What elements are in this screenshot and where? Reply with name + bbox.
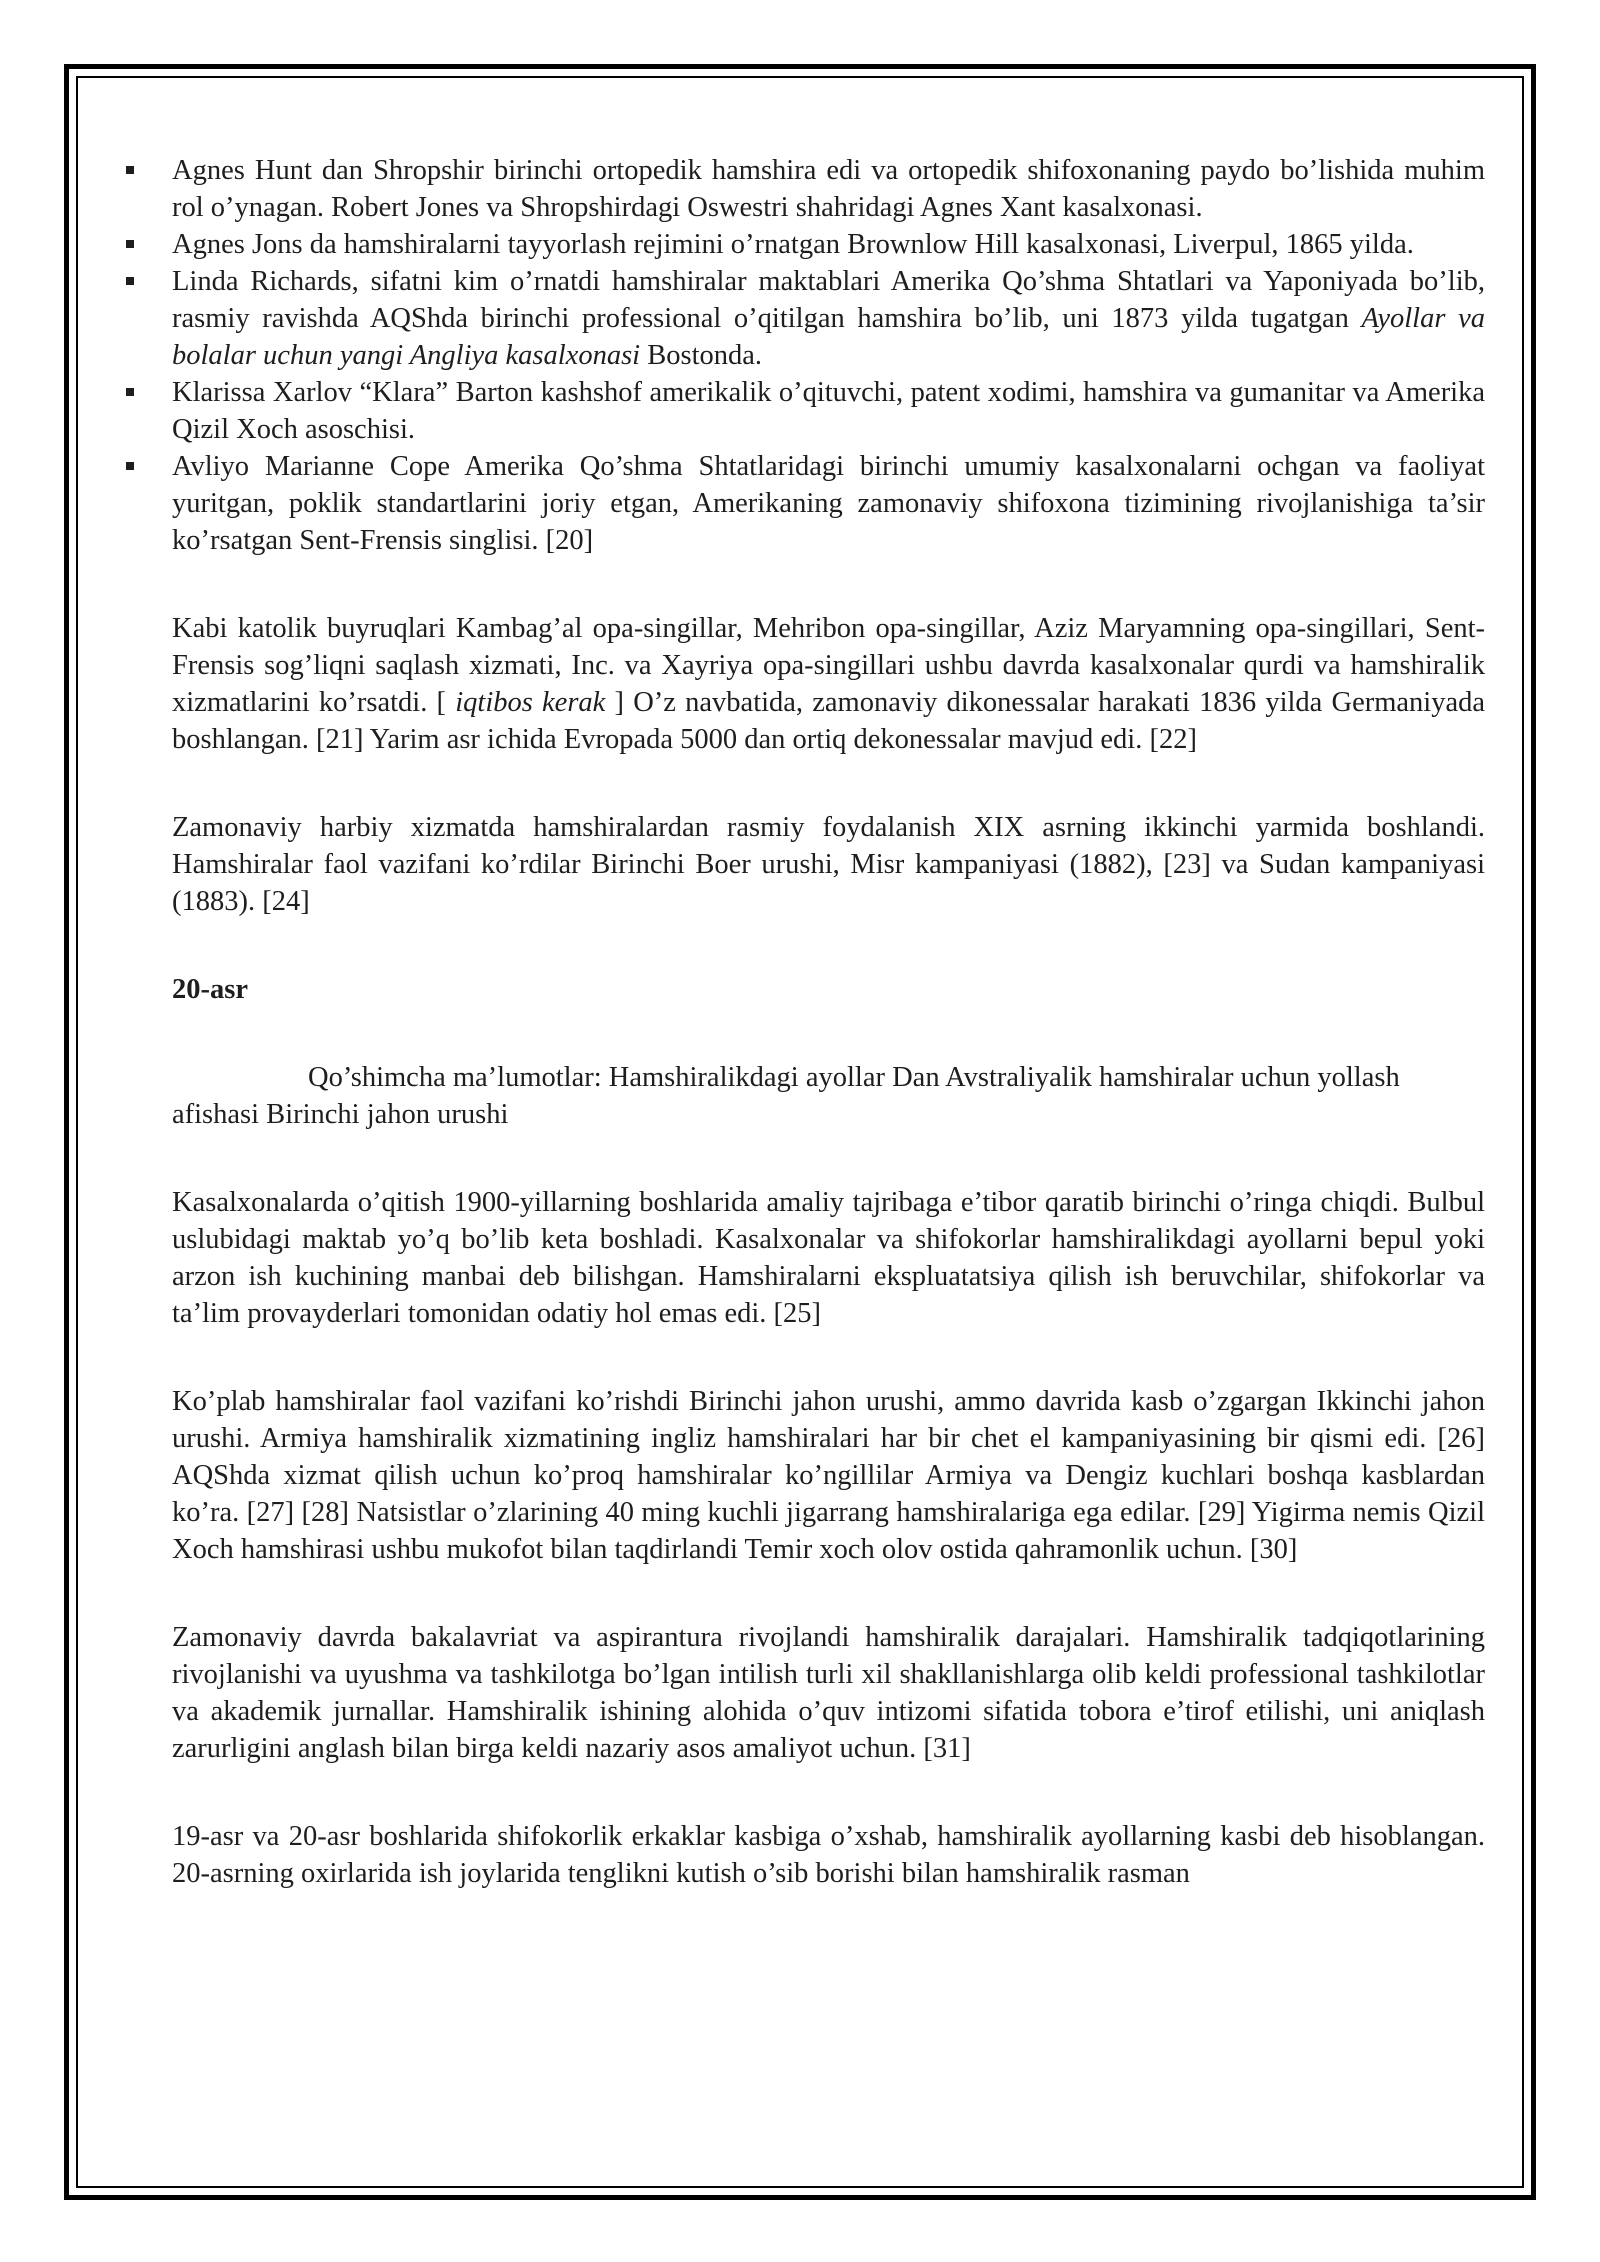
list-item-text: Agnes Hunt dan Shropshir birinchi ortopedik hamshira edi va ortopedik shifoxonaning paydo bo’lishida muhim rol o’ynagan. Robert Jones va Shropshirdagi Oswestri shahridagi Agnes Xant kasalxonasi. xyxy=(172,155,1485,223)
list-item xyxy=(172,226,1485,263)
square-bullet-icon xyxy=(126,388,134,396)
paragraph-gender: 19-asr va 20-asr boshlarida shifokorlik erkaklar kasbiga o’xshab, hamshiralik ayollarning kasbi deb hisoblangan. 20-asrning oxirlarida ish joylarida tenglikni kutish o’sib borishi bilan hamshiralik rasman xyxy=(172,1821,1485,1889)
paragraph-world-wars: Ko’plab hamshiralar faol vazifani ko’rishdi Birinchi jahon urushi, ammo davrida kasb o’zgargan Ikkinchi jahon urushi. Armiya hamshiralik xizmatining ingliz hamshiralari har bir chet el kampaniyasining bir qismi edi. [26] AQShda xizmat qilish uchun ko’proq hamshiralar ko’ngillilar Armiya va Dengiz kuchlari boshqa kasblardan ko’ra. [27] [28] Natsistlar o’zlarining 40 ming kuchli jigarrang hamshiralariga ega edilar. [29] Yigirma nemis Qizil Xoch hamshirasi ushbu mukofot bilan taqdirlandi Temir xoch olov ostida qahramonlik uchun. [30] xyxy=(172,1386,1485,1565)
paragraph-catholic-orders xyxy=(172,610,1485,758)
list-item-text: Bostonda. xyxy=(640,340,763,371)
list-item-text: Linda Richards, sifatni kim o’rnatdi hamshiralar maktablari Amerika Qo’shma Shtatlari va Yaponiyada bo’lib, rasmiy ravishda AQShda birinchi professional o’qitilgan hamshira bo’lib, uni 1873 yilda tugatgan xyxy=(172,266,1485,334)
paragraph-text: Kabi katolik buyruqlari Kambag’al opa-singillar, Mehribon opa-singillar, Aziz Maryamning opa-singillari, Sent-Frensis sog’liqni saqlash xizmati, Inc. va Xayriya opa-singillari ushbu davrda kasalxonalar qurdi va hamshiralik xizmatlarini ko’rsatdi. [ xyxy=(172,613,1485,718)
further-information-note: Qo’shimcha ma’lumotlar: Hamshiralikdagi ayollar Dan Avstraliyalik hamshiralar uchun yollash afishasi Birinchi jahon urushi xyxy=(172,1062,1400,1130)
list-item xyxy=(172,152,1485,226)
list-item xyxy=(172,374,1485,448)
square-bullet-icon xyxy=(126,166,134,174)
list-item xyxy=(172,448,1485,559)
paragraph-text: ] O’z navbatida, zamonaviy dikonessalar harakati 1836 yilda Germaniyada boshlangan. [21] Yarim asr ichida Evropada 5000 dan ortiq dekonessalar mavjud edi. [22] xyxy=(172,687,1486,755)
list-item-text: Avliyo Marianne Cope Amerika Qo’shma Shtatlaridagi birinchi umumiy kasalxonalarni ochgan va faoliyat yuritgan, poklik standartlarini joriy etgan, Amerikaning zamonaviy shifoxona tizimining rivojlanishiga ta’sir ko’rsatgan Sent-Frensis singlisi. [20] xyxy=(172,451,1485,556)
document-body xyxy=(172,152,1485,1892)
citation-needed-text: iqtibos kerak xyxy=(455,687,606,718)
square-bullet-icon xyxy=(126,240,134,248)
section-heading: 20-asr xyxy=(172,974,248,1005)
list-item-text: Agnes Jons da hamshiralarni tayyorlash rejimini o’rnatgan Brownlow Hill kasalxonasi, Liverpul, 1865 yilda. xyxy=(172,229,1414,260)
paragraph-training: Kasalxonalarda o’qitish 1900-yillarning boshlarida amaliy tajribaga e’tibor qaratib birinchi o’ringa chiqdi. Bulbul uslubidagi maktab yo’q bo’lib keta boshladi. Kasalxonalar va shifokorlar hamshiralikdagi ayollarni bepul yoki arzon ish kuchining manbai deb bilishgan. Hamshiralarni ekspluatatsiya qilish ish beruvchilar, shifokorlar va ta’lim provayderlari tomonidan odatiy hol emas edi. [25] xyxy=(172,1187,1485,1329)
list-item xyxy=(172,263,1485,374)
list-item-italic-text: Ayollar va bolalar uchun yangi Angliya kasalxonasi xyxy=(172,303,1485,371)
paragraph-military: Zamonaviy harbiy xizmatda hamshiralardan rasmiy foydalanish XIX asrning ikkinchi yarmida boshlandi. Hamshiralar faol vazifani ko’rdilar Birinchi Boer urushi, Misr kampaniyasi (1882), [23] va Sudan kampaniyasi (1883). [24] xyxy=(172,812,1485,917)
square-bullet-icon xyxy=(126,277,134,285)
square-bullet-icon xyxy=(126,462,134,470)
bullet-list xyxy=(172,152,1485,559)
list-item-text: Klarissa Xarlov “Klara” Barton kashshof amerikalik o’qituvchi, patent xodimi, hamshira va gumanitar va Amerika Qizil Xoch asoschisi. xyxy=(172,377,1485,445)
paragraph-modern-era: Zamonaviy davrda bakalavriat va aspirantura rivojlandi hamshiralik darajalari. Hamshiralik tadqiqotlarining rivojlanishi va uyushma va tashkilotga bo’lgan intilish turli xil shakllanishlarga olib keldi professional tashkilotlar va akademik jurnallar. Hamshiralik ishining alohida o’quv intizomi sifatida tobora e’tirof etilishi, uni aniqlash zarurligini anglash bilan birga keldi nazariy asos amaliyot uchun. [31] xyxy=(172,1622,1485,1764)
